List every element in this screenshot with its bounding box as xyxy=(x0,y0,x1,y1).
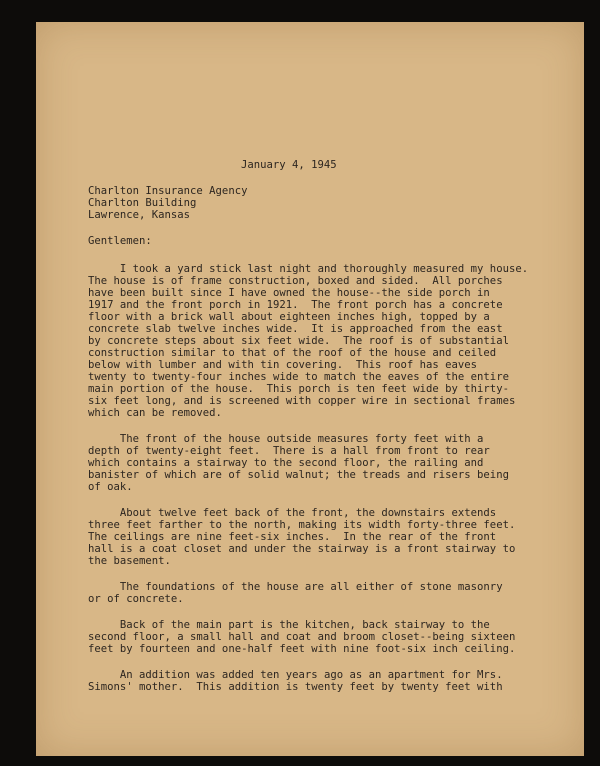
letter-page: January 4, 1945 Charlton Insurance Agency Charlton Building Lawrence, Kansas Gentlemen: I took a yard stick last night and thoroughly measured my house. The house is of frame construction, boxed and sided. All porches have been built since I have owned the house--the side porch in 1917 and the front porch in 1921. The front porch has a concrete floor with a brick wall about eighteen inches high, topped by a concrete slab twelve inches wide. It is approached from the east by concrete steps about six feet wide. The roof is of substantial construction similar to that of the roof of the house and ceiled below with lumber and with tin covering. This roof has eaves twenty to twenty-four inches wide to match the eaves of the entire main portion of the house. This porch is ten feet wide by thirty- six feet long, and is screened with copper wire in sectional frames which can be removed. The front of the house outside measures forty feet with a depth of twenty-eight feet. There is a hall from front to rear which contains a stairway to the second floor, the railing and banister of which are of solid walnut; the treads and risers being of oak. About twelve feet back of the front, the downstairs extends three feet farther to the north, making its width forty-three feet. The ceilings are nine feet-six inches. In the rear of the front hall is a coat closet and under the stairway is a front stairway to the basement. The foundations of the house are all either of stone masonry or of concrete. Back of the main part is the kitchen, back stairway to the second floor, a small hall and coat and broom closet--being sixteen feet by fourteen and one-half feet with nine foot-six inch ceiling. An addition was added ten years ago as an apartment for Mrs. Simons' mother. This addition is twenty feet by twenty feet with xyxy=(36,22,584,756)
